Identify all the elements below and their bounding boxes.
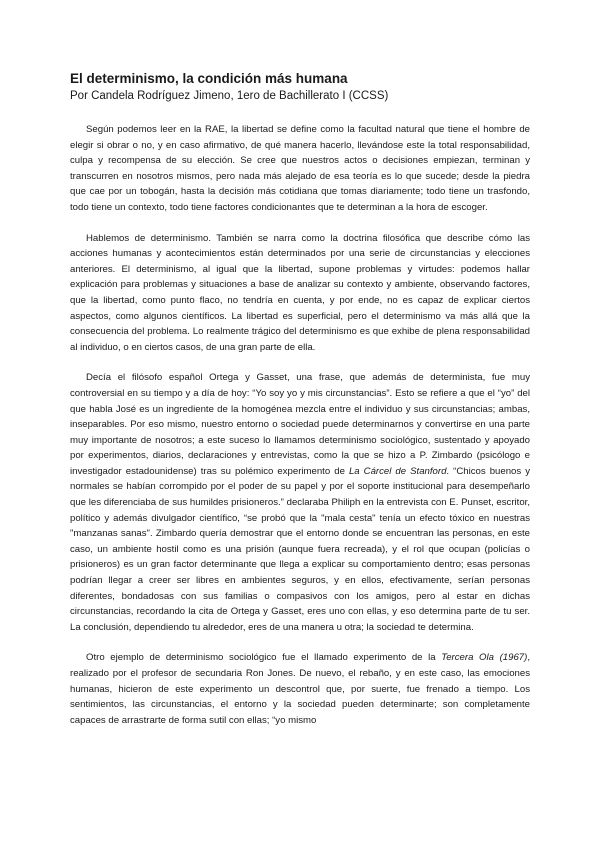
paragraph-4-text-a: Otro ejemplo de determinismo sociológico fue el llamado experimento de la: [86, 652, 442, 664]
paragraph-3-italic-title: La Cárcel de Stanford: [348, 465, 447, 477]
paragraph-2: Hablemos de determinismo. También se narra como la doctrina filosófica que describe cómo las acciones humanas y acontecimientos están determinados por una serie de circunstancias y elecciones anteriores. El determinismo, al igual que la libertad, supone problemas y virtudes: podemos hallar explicación para problemas y situaciones a base de analizar su contexto y ambiente, observando factores, que la libertad, como punto flaco, no tendría en cuenta, y por ende, no es capaz de explicar ciertos aspectos, como algunos científicos. La libertad es superficial, pero el determinismo va más allá que la consecuencia del problema. Lo realmente trágico del determinismo es que exhibe de plena responsabilidad al individuo, o en ciertos casos, de una gran parte de ella.: [70, 232, 530, 353]
paragraph-3: [70, 370, 530, 635]
paragraph-4-text-b: , realizado por el profesor de secundaria Ron Jones. De nuevo, el rebaño, y en este caso, las emociones humanas, hicieron de este experimento un descontrol que, por suerte, fue frenado a tiempo. Los sentimientos, las circunstancias, el entorno y la sociedad pueden determinarte; son completamente capaces de arrastrarte de forma sutil con ellas; “yo mismo: [70, 652, 530, 726]
paragraph-4: [70, 650, 530, 728]
paragraph-4-italic-title: Tercera Ola (1967): [441, 652, 528, 664]
paragraph-3-text-a: Decía el filósofo español Ortega y Gasset, una frase, que además de determinista, fue muy controversial en su tiempo y a día de hoy: “Yo soy yo y mis circunstancias”. Esto se refiere a que el “yo” del que habla José es un ingrediente de la homogénea mezcla entre el individuo y sus circunstancias; ambas, inseparables. Por eso mismo, nuestro entorno o sociedad puede determinarnos y convertirse en una parte muy importante de nosotros; a este suceso lo llamamos determinismo sociológico, sustentado y apoyado por experimentos, diarios, declaraciones y entrevistas, como la que se hizo a P. Zimbardo (psicólogo e investigador estadounidense) tras su polémico experimento de: [70, 372, 530, 477]
paragraph-1: Según podemos leer en la RAE, la libertad se define como la facultad natural que tiene el hombre de elegir si obrar o no, y en caso afirmativo, de qué manera hacerlo, llevándose este la total responsabilidad, culpa y recompensa de su elección. Se cree que nuestros actos o decisiones empiezan, terminan y transcurren en nosotros mismos, pero nada más alejado de esa teoría es lo que sucede; desde la piedra que cae por un tobogán, hasta la decisión más cotidiana que tomas diariamente; todo tiene un trasfondo, todo tiene un contexto, todo tiene factores condicionantes que te determinan a la hora de escoger.: [70, 124, 530, 213]
document-title: El determinismo, la condición más humana: [70, 71, 348, 86]
document-body: [70, 122, 530, 728]
document-author: Por Candela Rodríguez Jimeno, 1ero de Bachillerato I (CCSS): [70, 90, 389, 102]
paragraph-3-text-b: . “Chicos buenos y normales se habían corrompido por el poder de su papel y por el soporte institucional para desempeñarlo que les diferenciaba de sus humildes prisioneros.” declaraba Philiph en la entrevista con E. Punset, escritor, político y además divulgador científico, “se probó que la "mala cesta" tenía un efecto tóxico en nuestras "manzanas sanas". Zimbardo quería demostrar que el entorno donde se encuentran las personas, en este caso, un ambiente hostil como es una prisión (aunque fuera recreada), y el rol que ocupan (policías o prisioneros) es un gran factor determinante que llega a explicar su comportamiento dentro; esas personas podrían llegar a creer ser libres en ambientes seguros, y en ellos, efectivamente, serían personas diferentes, bondadosas con sus familias o compasivos con los amigos, pero al estar en dichas circunstancias, recordando la cita de Ortega y Gasset, eres uno con ellas, y eso determina parte de tu ser. La conclusión, dependiendo tu alrededor, eres de una manera u otra; la sociedad te determina.: [70, 465, 530, 633]
